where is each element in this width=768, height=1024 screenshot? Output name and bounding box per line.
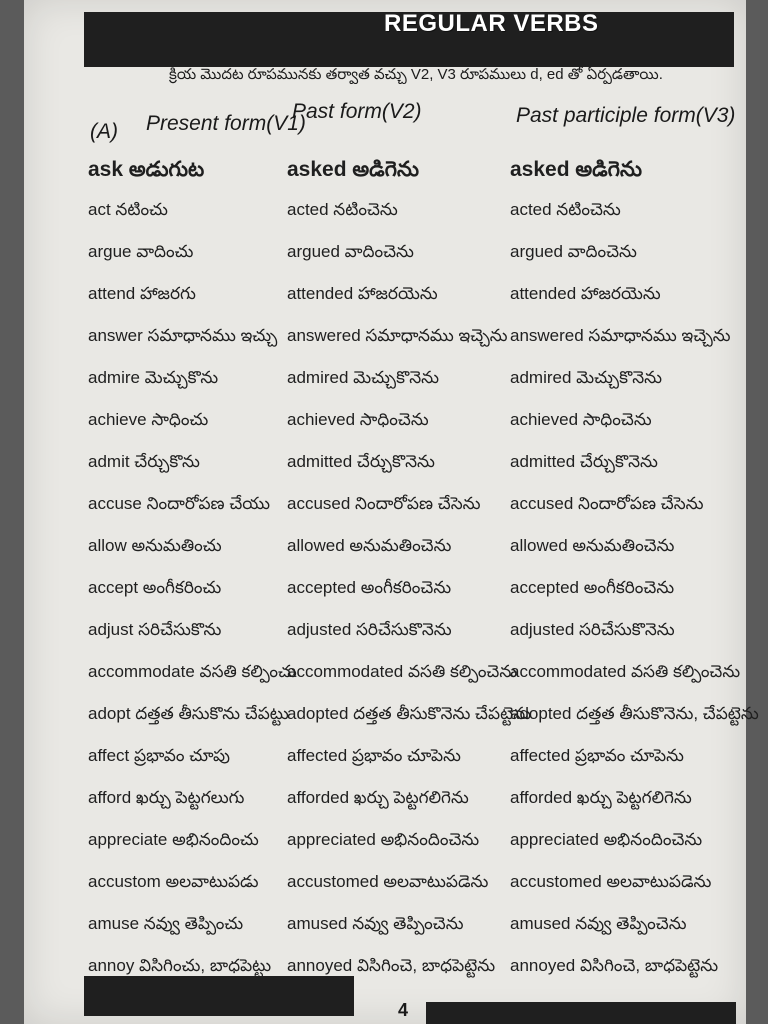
verb-cell-v3: acted నటించెను [510, 200, 621, 219]
page-title: REGULAR VERBS [384, 10, 599, 37]
table-row [24, 578, 746, 616]
title-band [84, 12, 734, 67]
table-row [24, 914, 746, 952]
verb-cell-v2: afforded ఖర్చు పెట్టగలిగెను [287, 788, 469, 807]
table-row [24, 368, 746, 406]
verb-cell-v3: argued వాదించెను [510, 242, 637, 261]
verb-cell-v2: amused నవ్వు తెప్పించెను [287, 914, 464, 933]
verb-cell-v1: affect ప్రభావం చూపు [88, 746, 230, 765]
verb-cell-v2: acted నటించెను [287, 200, 398, 219]
verb-cell-v1: act నటించు [88, 200, 168, 219]
verb-cell-v2: accustomed అలవాటుపడెను [287, 872, 489, 891]
verb-cell-v3: amused నవ్వు తెప్పించెను [510, 914, 687, 933]
verb-cell-v2: allowed అనుమతించెను [287, 536, 452, 555]
table-row [24, 662, 746, 700]
verb-cell-v3: annoyed విసిగించె, బాధపెట్టెను [510, 956, 719, 975]
verb-cell-v2: accommodated వసతి కల్పించెను [287, 662, 518, 681]
verb-cell-v3: allowed అనుమతించెను [510, 536, 675, 555]
document-page [24, 0, 759, 1024]
table-row [24, 620, 746, 658]
table-row [24, 494, 746, 532]
verb-cell-v3: achieved సాధించెను [510, 410, 652, 429]
page-number: 4 [398, 1000, 409, 1020]
table-row [24, 830, 746, 868]
verb-cell-v1: afford ఖర్చు పెట్టగలుగు [88, 788, 245, 807]
table-row [24, 158, 746, 196]
verb-cell-v1: allow అనుమతించు [88, 536, 222, 555]
verb-cell-v2: admitted చేర్చుకొనెను [287, 452, 435, 471]
footer-band-left [84, 976, 354, 1016]
verb-cell-v3: answered సమాధానము ఇచ్చెను [510, 326, 731, 345]
verb-cell-v3: admired మెచ్చుకొనెను [510, 368, 662, 387]
verb-cell-v1: accustom అలవాటుపడు [88, 872, 259, 891]
column-header-v3: Past participle form(V3) [516, 104, 736, 127]
verb-cell-v1: admire మెచ్చుకొను [88, 368, 219, 387]
verb-cell-v3: appreciated అభినందించెను [510, 830, 703, 849]
verb-cell-v3: accepted అంగీకరించెను [510, 578, 675, 597]
table-row [24, 788, 746, 826]
table-row [24, 242, 746, 280]
column-header-v2: Past form(V2) [292, 100, 422, 123]
verb-cell-v1: answer సమాధానము ఇచ్చు [88, 326, 278, 345]
table-row [24, 704, 759, 742]
verb-cell-v2: appreciated అభినందించెను [287, 830, 480, 849]
verb-cell-v2: adopted దత్తత తీసుకొనెను చేపట్టెను [287, 704, 532, 723]
verb-cell-v2: achieved సాధించెను [287, 410, 429, 429]
table-row [24, 746, 746, 784]
verb-cell-v2: adjusted సరిచేసుకొనెను [287, 620, 452, 639]
verb-cell-v1: adjust సరిచేసుకొను [88, 620, 222, 639]
subtitle: క్రియ మొదట రూపమునకు తర్వాత వచ్చు V2, V3 రూపములు d, ed తో ఏర్పడతాయి. [169, 66, 663, 83]
verb-cell-v2: attended హాజరయెను [287, 284, 438, 303]
verb-cell-v2: accepted అంగీకరించెను [287, 578, 452, 597]
verb-cell-v1: accommodate వసతి కల్పించు [88, 662, 297, 681]
verb-cell-v1: accept అంగీకరించు [88, 578, 222, 597]
verb-cell-v1: amuse నవ్వు తెప్పించు [88, 914, 244, 933]
verb-cell-v1: attend హాజరగు [88, 284, 196, 303]
verb-cell-v2: accused నిందారోపణ చేసెను [287, 494, 481, 513]
table-row [24, 452, 746, 490]
table-row [24, 326, 746, 364]
verb-cell-v2: admired మెచ్చుకొనెను [287, 368, 439, 387]
verb-cell-v3: accused నిందారోపణ చేసెను [510, 494, 704, 513]
footer-band-right [426, 1002, 736, 1024]
verb-cell-v3: accustomed అలవాటుపడెను [510, 872, 712, 891]
verb-cell-v1: annoy విసిగించు, బాధపెట్టు [88, 956, 272, 975]
verb-cell-v3: admitted చేర్చుకొనెను [510, 452, 658, 471]
table-row [24, 410, 746, 448]
verb-cell-v3: accommodated వసతి కల్పించెను [510, 662, 741, 681]
verb-cell-v2: argued వాదించెను [287, 242, 414, 261]
verb-cell-v1: ask అడుగుట [88, 158, 205, 181]
verb-cell-v1: adopt దత్తత తీసుకొను చేపట్టు [88, 704, 289, 723]
verb-cell-v1: argue వాదించు [88, 242, 194, 261]
table-row [24, 200, 746, 238]
table-row [24, 872, 746, 910]
verb-cell-v1: accuse నిందారోపణ చేయు [88, 494, 270, 513]
verb-cell-v3: adjusted సరిచేసుకొనెను [510, 620, 675, 639]
verb-cell-v1: admit చేర్చుకొను [88, 452, 200, 471]
verb-cell-v2: annoyed విసిగించె, బాధపెట్టెను [287, 956, 496, 975]
verb-cell-v3: affected ప్రభావం చూపెను [510, 746, 684, 765]
verb-cell-v3: asked అడిగెను [510, 158, 642, 181]
column-header-v1: Present form(V1) [146, 112, 306, 135]
table-row [24, 284, 746, 322]
verb-cell-v3: adopted దత్తత తీసుకొనెను, చేపట్టెను [510, 704, 759, 723]
verb-cell-v2: affected ప్రభావం చూపెను [287, 746, 461, 765]
table-row [24, 536, 746, 574]
verb-cell-v2: asked అడిగెను [287, 158, 419, 181]
column-header-a: (A) [90, 120, 118, 143]
verb-cell-v1: achieve సాధించు [88, 410, 209, 429]
verb-cell-v3: attended హాజరయెను [510, 284, 661, 303]
verb-cell-v3: afforded ఖర్చు పెట్టగలిగెను [510, 788, 692, 807]
verb-cell-v1: appreciate అభినందించు [88, 830, 259, 849]
verb-cell-v2: answered సమాధానము ఇచ్చెను [287, 326, 508, 345]
